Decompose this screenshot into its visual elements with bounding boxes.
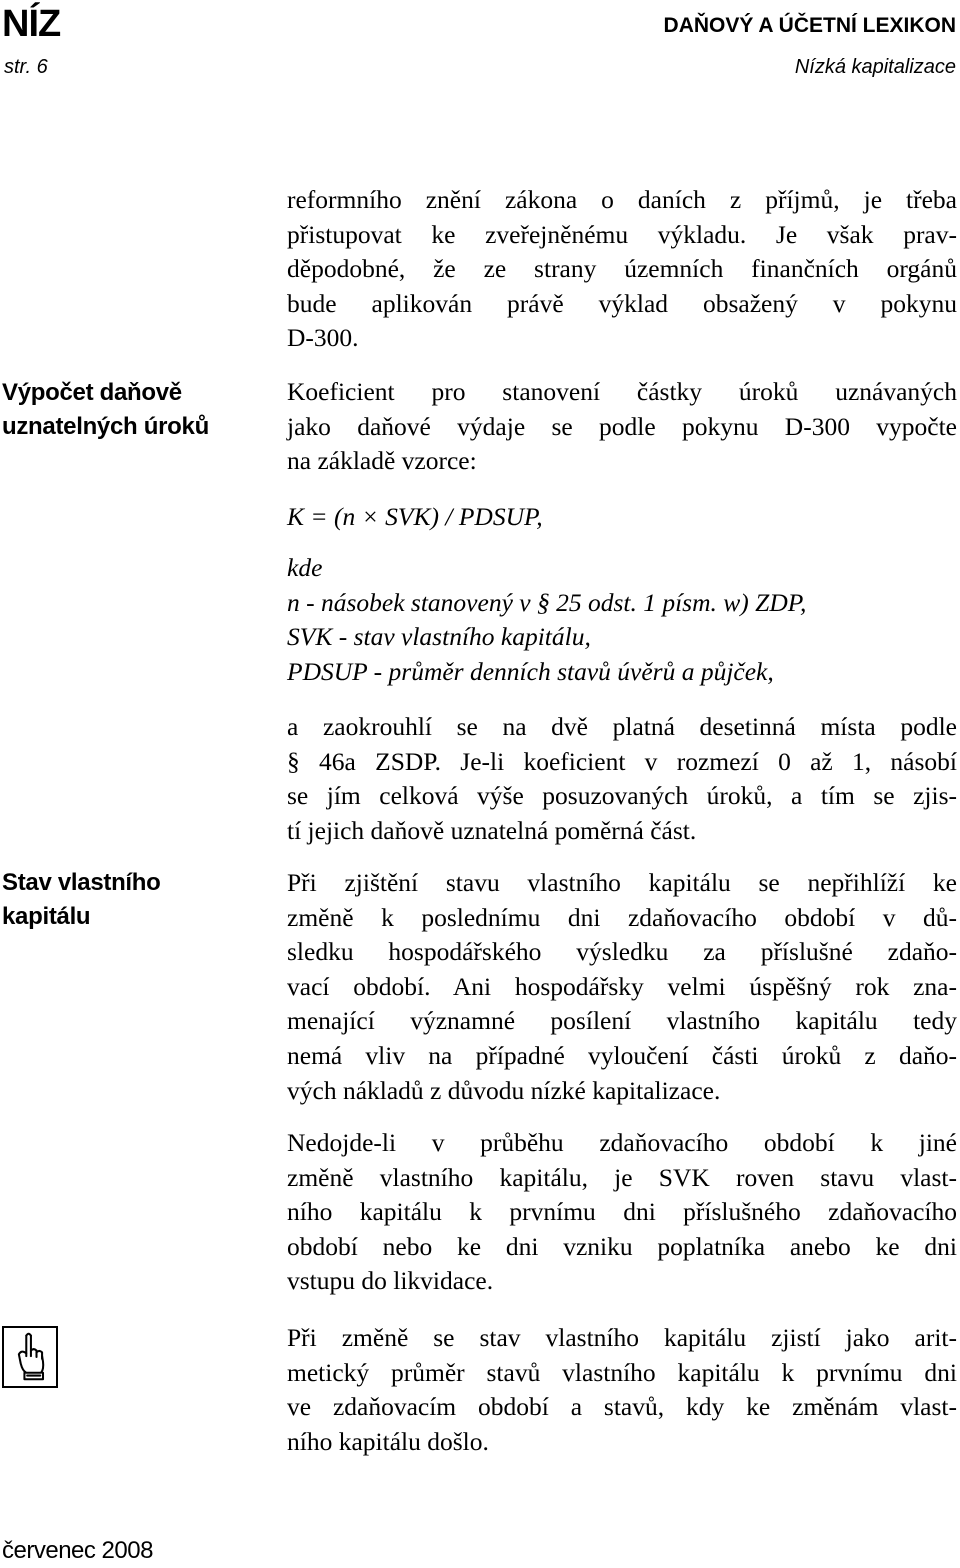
- text-line: metický průměr stavů vlastního kapitálu k prvnímu dni: [287, 1357, 957, 1387]
- publication-brand: NÍZ: [2, 3, 61, 45]
- text-line: a zaokrouhlí se na dvě platná desetinná místa podle: [287, 712, 957, 741]
- margin-heading-line: uznatelných úroků: [2, 413, 209, 440]
- text-line: ního kapitálu k prvnímu dni příslušného zdaňovacího: [287, 1197, 957, 1227]
- paragraph-no-change: [287, 1126, 957, 1299]
- margin-heading-equity: [2, 866, 264, 934]
- margin-heading-line: kapitálu: [2, 903, 91, 930]
- margin-heading-line: Stav vlastního: [2, 869, 161, 896]
- page-number: str. 6: [4, 56, 48, 78]
- formula: K = (n × SVK) / PDSUP,: [287, 502, 543, 531]
- text-line: na základě vzorce:: [287, 446, 477, 476]
- footer-date: červenec 2008: [2, 1537, 153, 1564]
- formula-definitions: [287, 551, 957, 689]
- text-line: ve zdaňovacím období a stavů, kdy ke změnám vlast-: [287, 1392, 957, 1422]
- text-line: § 46a ZSDP. Je-li koeficient v rozmezí 0 až 1, násobí: [287, 746, 957, 776]
- text-line: přistupovat ke zveřejněnému výkladu. Je však prav-: [287, 219, 957, 249]
- definition-line: kde: [287, 553, 323, 582]
- text-line: ního kapitálu došlo.: [287, 1426, 489, 1456]
- text-line: Koeficient pro stanovení částky úroků uznávaných: [287, 377, 957, 406]
- pointing-hand-icon: [2, 1326, 58, 1388]
- text-line: Při změně se stav vlastního kapitálu zjistí jako arit-: [287, 1323, 957, 1352]
- text-line: jako daňové výdaje se podle pokynu D-300 vypočte: [287, 411, 957, 441]
- text-line: změně vlastního kapitálu, je SVK roven stavu vlast-: [287, 1162, 957, 1192]
- text-line: nemá vliv na případné vyloučení části úroků z daňo-: [287, 1040, 957, 1070]
- text-line: období nebo ke dni vzniku poplatníka anebo ke dni: [287, 1231, 957, 1261]
- text-line: tí jejich daňově uznatelná poměrná část.: [287, 815, 697, 845]
- text-line: D-300.: [287, 323, 359, 353]
- text-line: reformního znění zákona o daních z příjmů, je třeba: [287, 185, 957, 214]
- section-topic: Nízká kapitalizace: [794, 56, 956, 78]
- paragraph-coefficient: [287, 375, 957, 479]
- text-line: vstupu do likvidace.: [287, 1266, 494, 1296]
- text-line: se jím celková výše posuzovaných úroků, a tím se zjis-: [287, 781, 957, 811]
- text-line: děpodobné, že ze strany územních finančních orgánů: [287, 254, 957, 284]
- text-line: sledku hospodářského výsledku za příslušné zdaňo-: [287, 937, 957, 967]
- text-line: Při zjištění stavu vlastního kapitálu se nepřihlíží ke: [287, 868, 957, 897]
- margin-heading-interest-calculation: [2, 376, 264, 444]
- paragraph-on-change: [287, 1321, 957, 1459]
- publication-title: DAŇOVÝ A ÚČETNÍ LEXIKON: [663, 14, 956, 37]
- paragraph-intro: [287, 183, 957, 356]
- definition-line: PDSUP - průměr denních stavů úvěrů a půjček,: [287, 656, 774, 686]
- paragraph-equity-state: [287, 866, 957, 1108]
- text-line: menající významné posílení vlastního kapitálu tedy: [287, 1006, 957, 1036]
- definition-line: SVK - stav vlastního kapitálu,: [287, 622, 591, 652]
- margin-heading-line: Výpočet daňově: [2, 379, 182, 406]
- text-line: Nedojde-li v průběhu zdaňovacího období k jiné: [287, 1128, 957, 1157]
- text-line: vací období. Ani hospodářsky velmi úspěšný rok zna-: [287, 971, 957, 1001]
- text-line: změně k poslednímu dni zdaňovacího období v dů-: [287, 902, 957, 932]
- definition-line: n - násobek stanovený v § 25 odst. 1 písm. w) ZDP,: [287, 587, 807, 617]
- text-line: vých nákladů z důvodu nízké kapitalizace.: [287, 1075, 721, 1105]
- paragraph-rounding: [287, 710, 957, 848]
- text-line: bude aplikován právě výklad obsažený v pokynu: [287, 288, 957, 318]
